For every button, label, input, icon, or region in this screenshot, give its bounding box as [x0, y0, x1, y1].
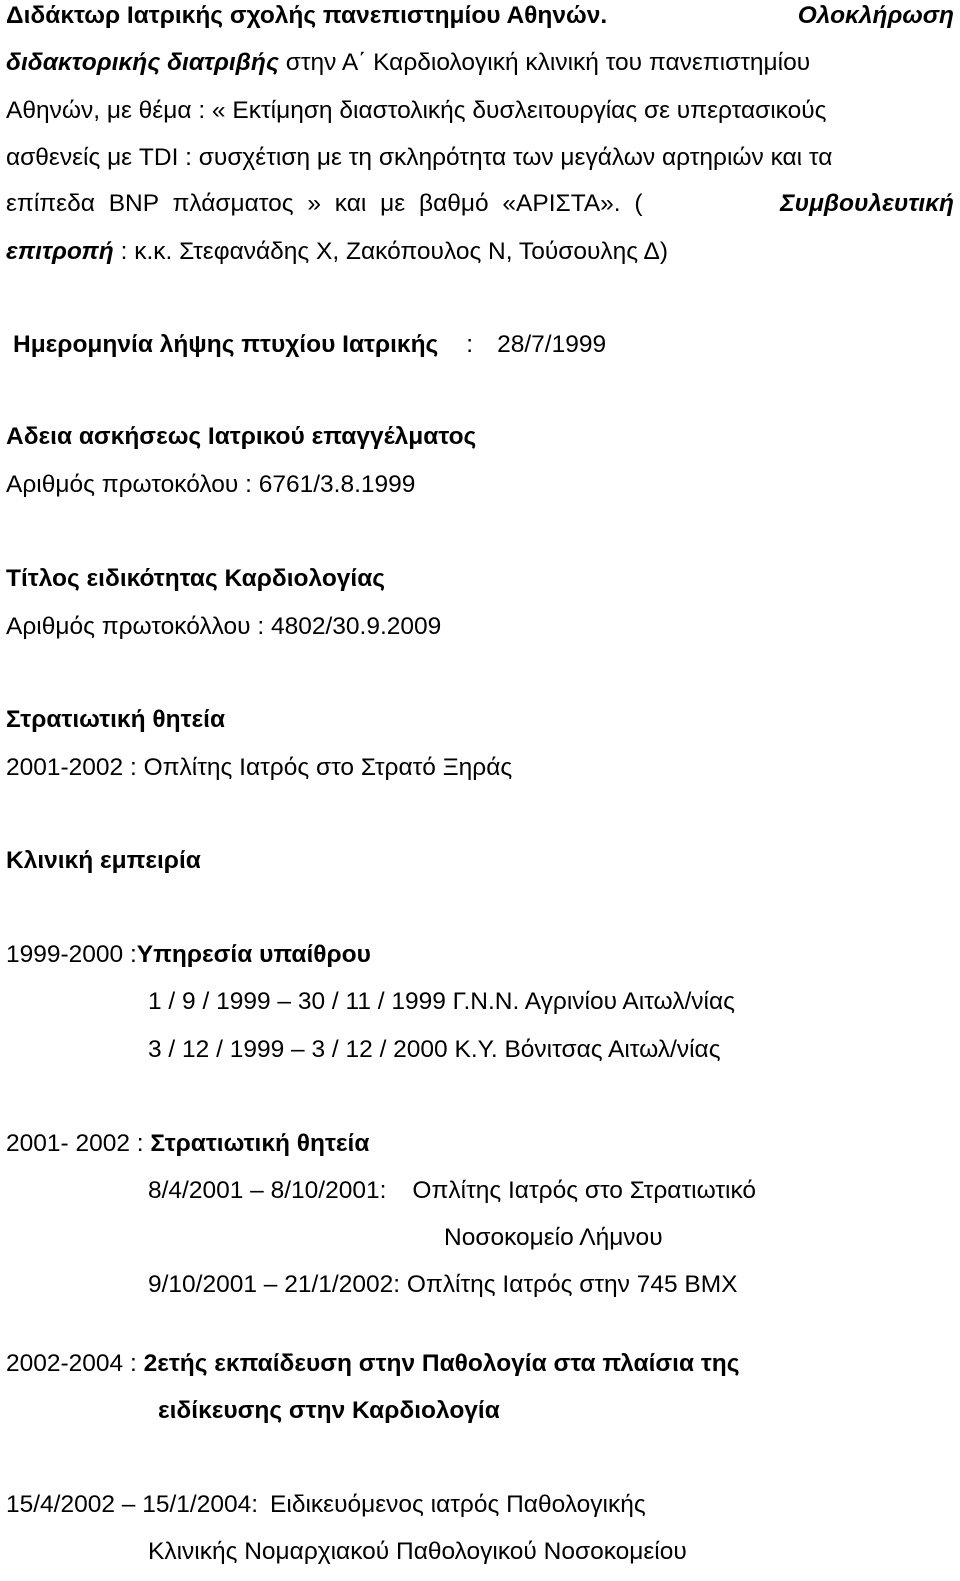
license-heading: Αδεια ασκήσεως Ιατρικού επαγγέλματος [6, 423, 477, 450]
pathology-title: 2ετής εκπαίδευση στην Παθολογία στα πλαίσια της [143, 1350, 740, 1377]
military-service-entry-1-dates: 8/4/2001 – 8/10/2001: [148, 1177, 387, 1204]
doctorate-line-1 [6, 4, 954, 29]
rural-service-entry-2: 3 / 12 / 1999 – 3 / 12 / 2000 Κ.Υ. Βόνιτσας Αιτωλ/νίας [148, 1036, 721, 1063]
doctorate-line-4: ασθενείς με TDI : συσχέτιση με τη σκληρότητα των μεγάλων αρτηριών και τα [6, 144, 833, 171]
specialty-heading: Τίτλος ειδικότητας Καρδιολογίας [6, 565, 386, 592]
pathology-row [6, 1352, 739, 1377]
rural-service-entry-1: 1 / 9 / 1999 – 30 / 11 / 1999 Γ.Ν.Ν. Αγρινίου Αιτωλ/νίας [148, 988, 735, 1015]
military-service-entry-1-cont: Νοσοκομείο Λήμνου [444, 1224, 663, 1251]
doctorate-line-2-text: στην Α΄ Καρδιολογική κλινική του πανεπιστημίου [285, 49, 811, 76]
degree-date-row [13, 333, 606, 358]
pathology-title-cont: ειδίκευσης στην Καρδιολογία [158, 1397, 500, 1424]
license-protocol: Αριθμός πρωτοκόλου : 6761/3.8.1999 [6, 471, 416, 498]
military-service-title: Στρατιωτική θητεία [150, 1130, 370, 1157]
doctorate-line-5 [6, 192, 954, 217]
doctorate-line-2 [6, 51, 810, 76]
military-heading: Στρατιωτική θητεία [6, 706, 226, 733]
doctorate-completion: Ολοκλήρωση [797, 2, 954, 29]
advisory-committee-label: Συμβουλευτική [780, 190, 954, 217]
degree-date-value: 28/7/1999 [497, 331, 607, 358]
resident-row [6, 1493, 646, 1518]
rural-service-row [6, 943, 371, 968]
doctorate-line-5-text: επίπεδα BNP πλάσματος » και με βαθμό «ΑΡΙΣΤΑ». ( [6, 190, 643, 217]
advisory-committee-label-cont: επιτροπή [6, 238, 114, 265]
military-service-period: 2001- 2002 : [6, 1130, 144, 1157]
military-detail: 2001-2002 : Οπλίτης Ιατρός στο Στρατό Ξηράς [6, 754, 513, 781]
clinical-heading: Κλινική εμπειρία [6, 847, 201, 874]
rural-service-title: Υπηρεσία υπαίθρου [136, 941, 371, 968]
specialty-protocol: Αριθμός πρωτοκόλλου : 4802/30.9.2009 [6, 613, 442, 640]
advisory-committee-members: : κ.κ. Στεφανάδης Χ, Ζακόπουλος Ν, Τούσουλης Δ) [120, 238, 669, 265]
military-service-row [6, 1132, 369, 1157]
doctorate-line-6 [6, 240, 668, 265]
pathology-period: 2002-2004 : [6, 1350, 137, 1377]
resident-dates: 15/4/2002 – 15/1/2004: [6, 1491, 259, 1518]
military-service-entry-1-text: Οπλίτης Ιατρός στο Στρατιωτικό [412, 1177, 757, 1204]
doctorate-thesis: διδακτορικής διατριβής [6, 49, 279, 76]
degree-date-label: Ημερομηνία λήψης πτυχίου Ιατρικής [13, 331, 439, 358]
rural-service-period: 1999-2000 : [6, 941, 137, 968]
military-service-entry-1 [148, 1179, 756, 1204]
resident-text: Ειδικευόμενος ιατρός Παθολογικής [270, 1491, 646, 1518]
resident-text-cont: Κλινικής Νομαρχιακού Παθολογικού Νοσοκομείου [148, 1538, 687, 1565]
degree-date-separator: : [466, 331, 474, 358]
military-service-entry-2: 9/10/2001 – 21/1/2002: Οπλίτης Ιατρός στην 745 ΒΜΧ [148, 1271, 738, 1298]
doctorate-line-3: Αθηνών, με θέμα : « Εκτίμηση διαστολικής δυσλειτουργίας σε υπερτασικούς [6, 97, 827, 124]
doctorate-title: Διδάκτωρ Ιατρικής σχολής πανεπιστημίου Αθηνών. [6, 2, 608, 29]
